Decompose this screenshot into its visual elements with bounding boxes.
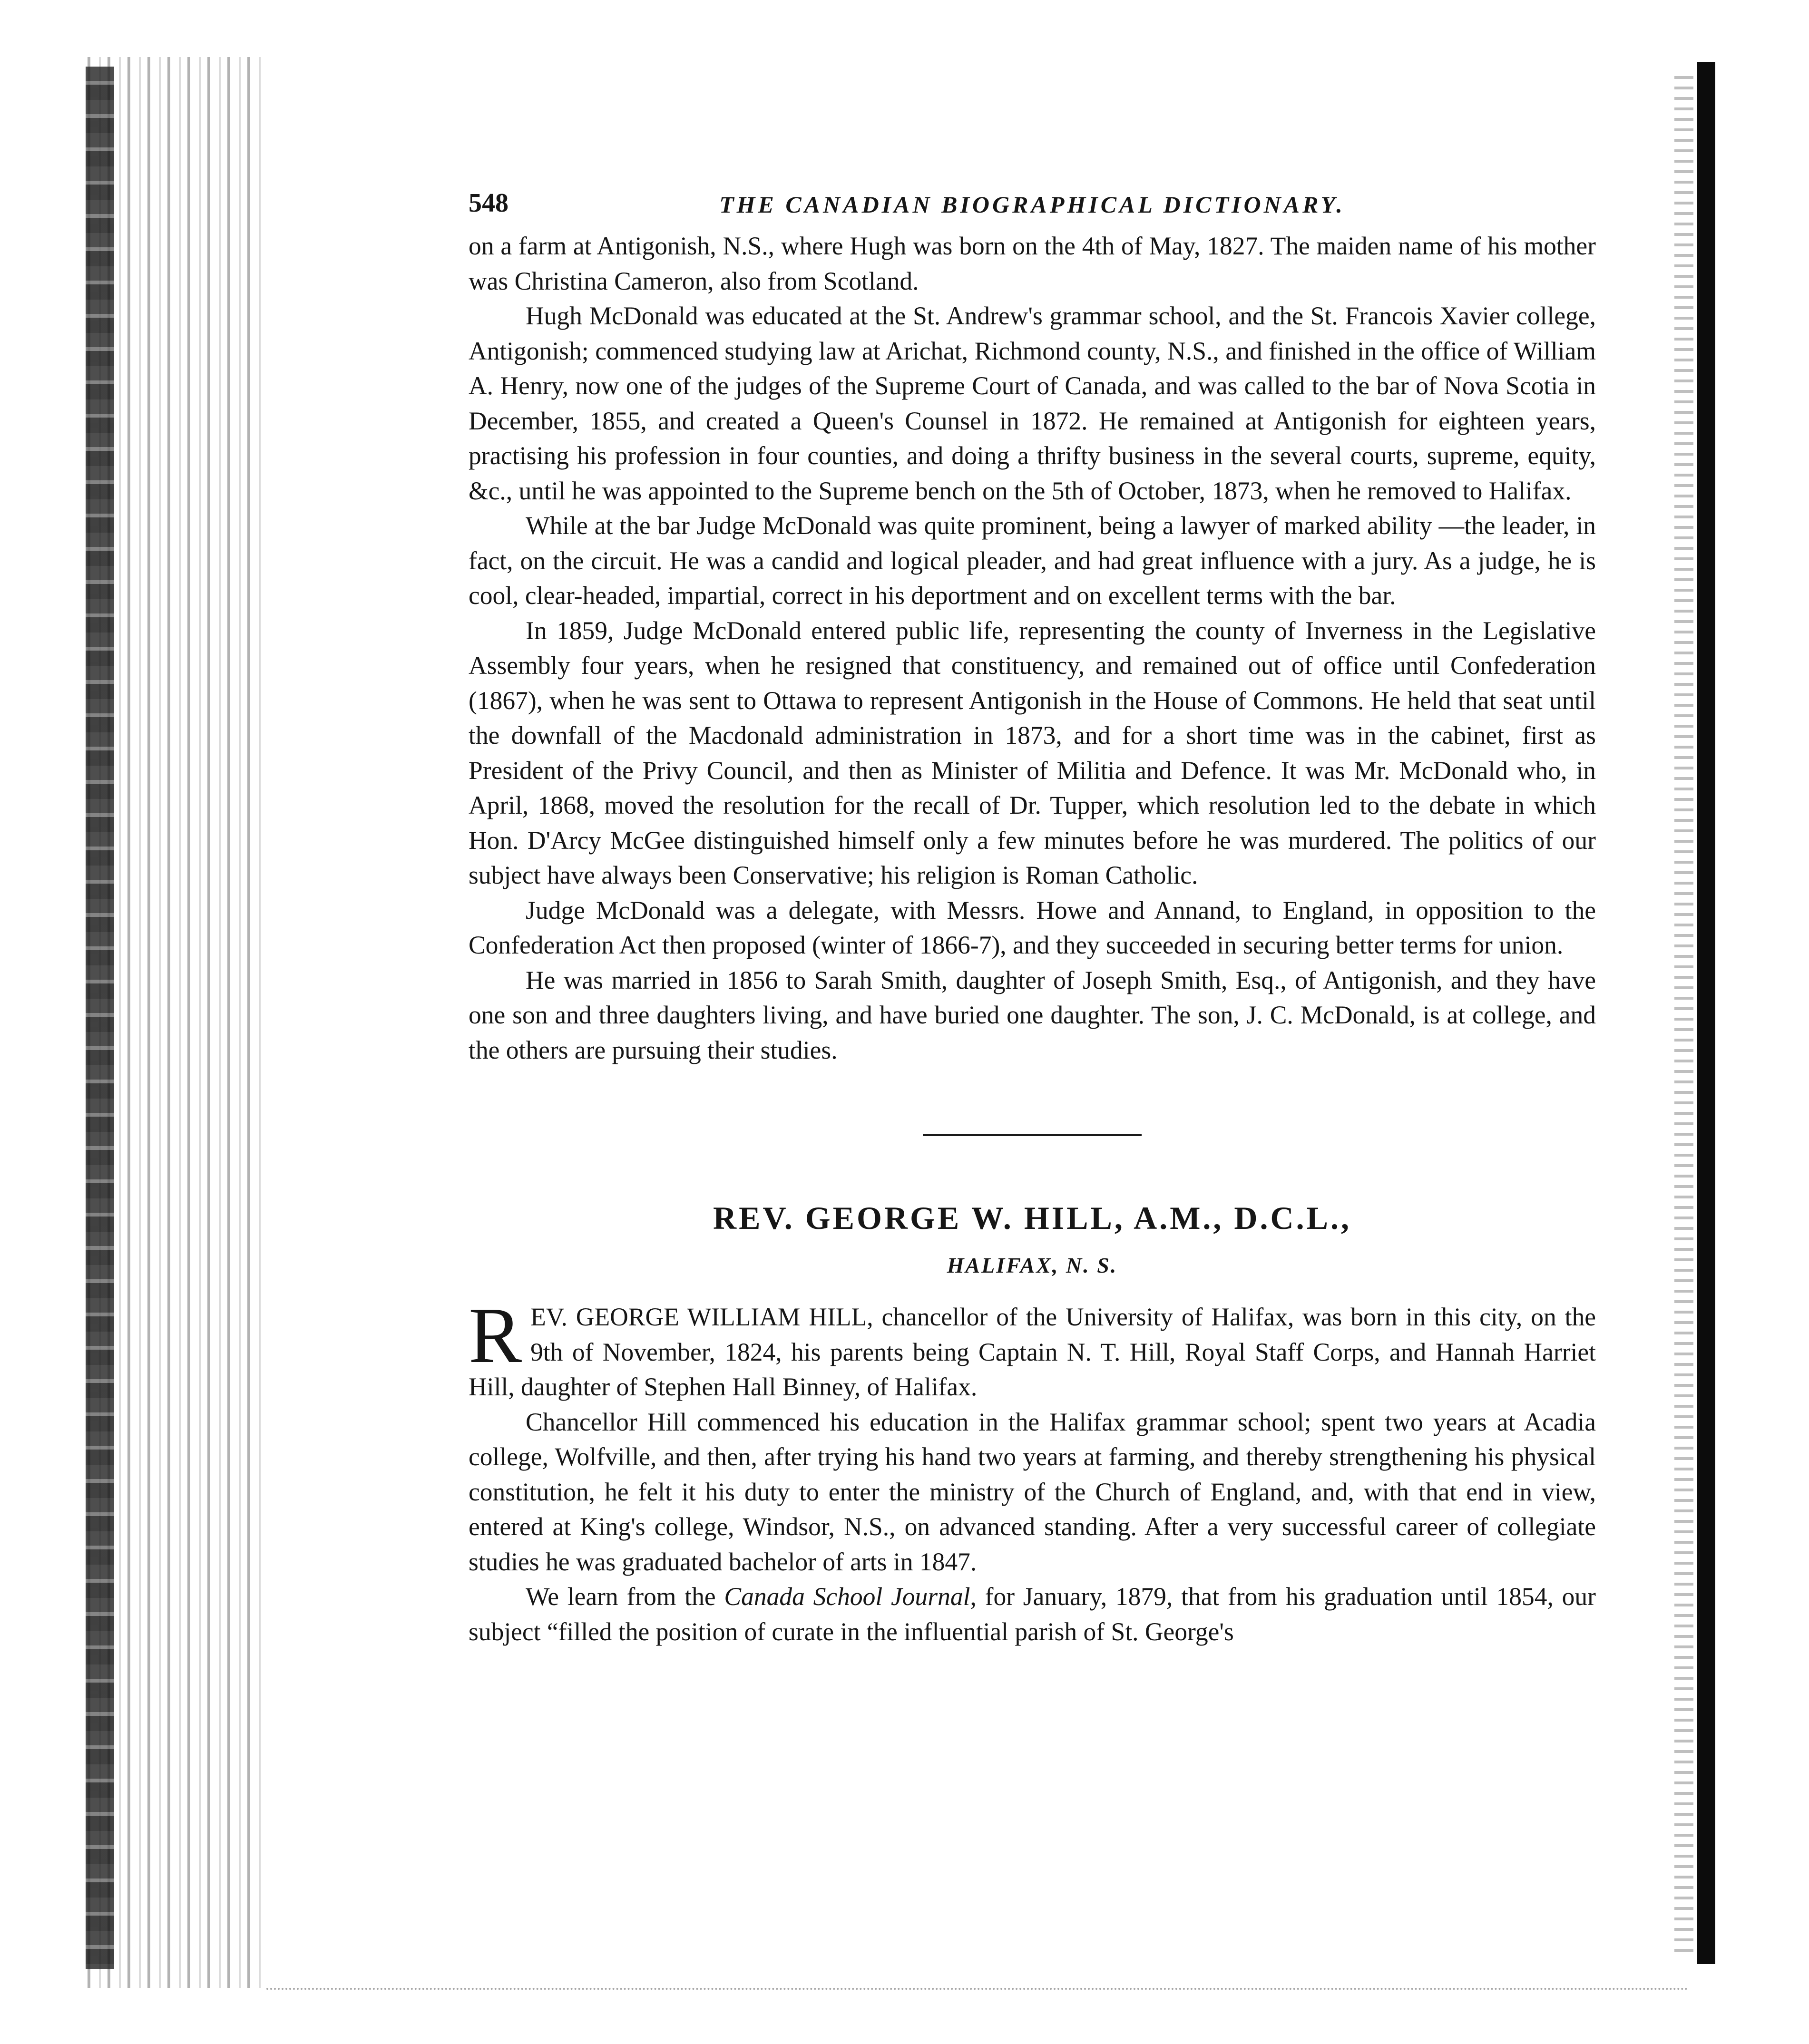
drop-cap: R bbox=[469, 1291, 522, 1380]
lead-text: EV. GEORGE WILLIAM HILL, chancellor of the University of Halifax, was born in this city, on the 9th of November, 1824, his parents being Captain N. T. Hill, Royal Staff Corps, and Hannah Harriet Hill, daughter of Stephen Hall Binney, of Halifax. bbox=[469, 1303, 1596, 1401]
paragraph: While at the bar Judge McDonald was quite prominent, being a lawyer of marked ability —the leader, in fact, on the circuit. He was a candid and logical pleader, and had great influence with a jury. As a judge, he is cool, clear-headed, impartial, correct in his deportment and on excellent terms with the bar. bbox=[469, 511, 1596, 610]
paragraph: on a farm at Antigonish, N.S., where Hugh was born on the 4th of May, 1827. The maiden name of his mother was Christina Cameron, also from Scotland. bbox=[469, 232, 1596, 295]
paragraph-text: We learn from the bbox=[526, 1582, 724, 1611]
paragraph: Judge McDonald was a delegate, with Messrs. Howe and Annand, to England, in opposition to the Confederation Act then proposed (winter of 1866-7), and they succeeded in securing better terms for union. bbox=[469, 895, 1596, 959]
scan-edge-bottom bbox=[266, 1988, 1689, 1993]
book-page bbox=[469, 188, 1596, 1649]
paragraph: Hugh McDonald was educated at the St. Andrew's grammar school, and the St. Francois Xavier college, Antigonish; commenced studying law at Arichat, Richmond county, N.S., and finished in the office of William A. Henry, now one of the judges of the Supreme Court of Canada, and was called to the bar of Nova Scotia in December, 1855, and created a Queen's Counsel in 1872. He remained at Antigonish for eighteen years, practising his profession in four counties, and doing a thrifty business in the several courts, supreme, equity, &c., until he was appointed to the Supreme bench on the 5th of October, 1873, when he removed to Halifax. bbox=[469, 302, 1596, 505]
article-title: REV. GEORGE W. HILL, A.M., D.C.L., bbox=[713, 1200, 1351, 1236]
scan-edge-right bbox=[1697, 62, 1715, 1964]
page-number: 548 bbox=[469, 188, 508, 218]
section-divider bbox=[923, 1134, 1142, 1136]
lead-paragraph bbox=[469, 1291, 1596, 1405]
journal-title: Canada School Journal bbox=[724, 1582, 970, 1611]
paragraph bbox=[469, 1579, 1596, 1649]
paragraph-text: , for January, 1879, that from his graduation until 1854, our subject “filled the position of curate in the influential parish of St. George's bbox=[469, 1582, 1596, 1646]
entry-mcdonald bbox=[469, 229, 1596, 1068]
entry-hill bbox=[469, 1199, 1596, 1649]
paragraph: Chancellor Hill commenced his education in the Halifax grammar school; spent two years at Acadia college, Wolfville, and then, after trying his hand two years at farming, and thereby strengthening his physical constitution, he felt it his duty to enter the ministry of the Church of England, and, with that end in view, entered at King's college, Windsor, N.S., on advanced standing. After a very successful career of collegiate studies he was graduated bachelor of arts in 1847. bbox=[469, 1407, 1596, 1576]
scan-edge-right-shadow bbox=[1674, 76, 1693, 1959]
paragraph: He was married in 1856 to Sarah Smith, daughter of Joseph Smith, Esq., of Antigonish, and they have one son and three daughters living, and have buried one daughter. The son, J. C. McDonald, is at college, and the others are pursuing their studies. bbox=[469, 965, 1596, 1064]
article-place: HALIFAX, N. S. bbox=[947, 1253, 1118, 1277]
scan-edge-left-binding bbox=[86, 67, 114, 1969]
running-title: THE CANADIAN BIOGRAPHICAL DICTIONARY. bbox=[719, 191, 1345, 218]
running-head bbox=[469, 188, 1596, 226]
paragraph: In 1859, Judge McDonald entered public life, representing the county of Inverness in the Legislative Assembly four years, when he resigned that constituency, and remained out of office until Confederation (1867), when he was sent to Ottawa to represent Antigonish in the House of Commons. He held that seat until the downfall of the Macdonald administration in 1873, and for a short time was in the cabinet, first as President of the Privy Council, and then as Minister of Militia and Defence. It was Mr. McDonald who, in April, 1868, moved the resolution for the recall of Dr. Tupper, which resolution led to the debate in which Hon. D'Arcy McGee distinguished himself only a few minutes before he was murdered. The politics of our subject have always been Conservative; his religion is Roman Catholic. bbox=[469, 616, 1596, 889]
